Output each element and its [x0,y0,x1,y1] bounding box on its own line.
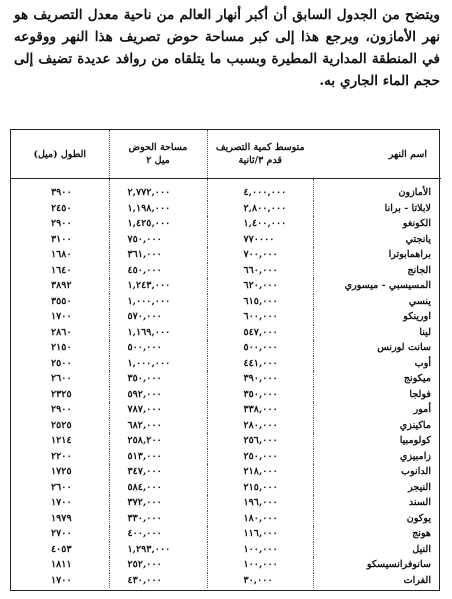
basin-area-cell: ٦٨٢,٠٠٠ [109,418,207,434]
table-row [11,294,441,310]
discharge-cell: ٣٩٠,٠٠٠ [207,371,313,387]
length-cell: ٢٣٢٥ [51,388,72,400]
basin-area-cell: ٧٨٧,٠٠٠ [109,402,207,418]
length-cell: ١٧٠٠ [51,311,72,322]
table-row [11,387,441,403]
discharge-cell: ١٠٠,٠٠٠ [207,557,313,573]
river-name-cell: هونج [313,526,441,542]
rivers-data-table [11,130,441,588]
basin-area-cell: ٣٣٠,٠٠٠ [109,511,207,527]
length-cell: ٣٨٩٢ [51,280,72,291]
header-length: الطول (ميل) [11,130,109,179]
discharge-cell: ٦٢٠,٠٠٠ [207,278,313,294]
river-name-cell: يانجتي [313,232,441,248]
table-row [11,526,441,542]
river-name-cell: كولومبيا [313,433,441,449]
river-name-cell: اورينكو [313,309,441,325]
length-cell: ١٦٨٠ [51,249,72,260]
table-row [11,309,441,325]
river-name-cell: أمور [313,402,441,418]
length-cell: ١٧٢٥ [51,466,72,477]
length-cell: ١٨١١ [51,559,72,570]
basin-area-cell: ٣٤٧,٠٠٠ [109,464,207,480]
basin-area-cell: ٣٥٠,٠٠٠ [109,371,207,387]
basin-area-cell: ٥٧٠,٠٠٠ [109,309,207,325]
table-row [11,179,441,201]
table-row [11,216,441,232]
discharge-cell: ٢٥٠,٠٠٠ [207,449,313,465]
discharge-cell: ٦١٥,٠٠٠ [207,294,313,310]
basin-area-cell: ٣٧٢,٠٠٠ [109,495,207,511]
length-cell: ٤٠٥٣ [51,543,72,555]
basin-area-cell: ١,٠٠٠,٠٠٠ [109,294,207,310]
length-cell: ١٧٠٠ [51,574,72,586]
discharge-cell: ٢,٨٠٠,٠٠٠ [207,201,313,217]
header-discharge-title: متوسط كمية التصريف [215,142,305,153]
length-cell: ٢٩٠٠ [51,218,72,229]
basin-area-cell: ٢٥٢,٠٠٠ [109,557,207,573]
table-row [11,371,441,387]
table-row [11,511,441,527]
intro-paragraph: ويتضح من الجدول السابق أن أكبر أنهار العالم من ناحية معدل التصريف هو نهر الأمازون، ويرجع هذا إلى كبر مساحة حوض تصريف هذا النهر ووقوعه في المنطقة المدارية المطيرة وبسبب ما يتلقاه من روافد عديدة تضيف إلى حجم الماء الجاري به. [14,7,440,89]
table-row [11,542,441,558]
discharge-cell: ٧٠٠,٠٠٠ [207,247,313,263]
header-basin-area-title: مساحة الحوض [128,142,188,153]
table-body [11,179,441,589]
length-cell: ٢٤٥٠ [51,202,72,214]
river-name-cell: يوكون [313,511,441,527]
basin-area-cell: ١,١٩٨,٠٠٠ [109,201,207,217]
header-river-name: اسم النهر [313,130,441,179]
table-row [11,247,441,263]
length-cell: ٢٧٠٠ [51,528,72,539]
length-cell: ٣٥٥٠ [51,295,72,307]
table-row [11,402,441,418]
length-cell: ٢٦٠٠ [51,481,72,493]
header-discharge-unit: قدم ٣/ثانية [238,155,282,166]
river-name-cell: الجانج [313,263,441,279]
river-name-cell: أوب [313,356,441,372]
table-row [11,495,441,511]
length-cell: ١٩٧٩ [51,512,72,524]
river-name-cell: الفرات [313,573,441,589]
rivers-table [10,129,440,591]
table-row [11,263,441,279]
length-cell: ٢٥٢٥ [51,419,72,431]
discharge-cell: ١١٦,٠٠٠ [207,526,313,542]
river-name-cell: السند [313,495,441,511]
table-row [11,464,441,480]
header-discharge [207,130,313,179]
basin-area-cell: ٥٩٢,٠٠٠ [109,387,207,403]
basin-area-cell: ٤٠٠,٠٠٠ [109,526,207,542]
basin-area-cell: ٥١٣,٠٠٠ [109,449,207,465]
length-cell: ٣٩٠٠ [51,187,72,198]
discharge-cell: ٢٥٦,٠٠٠ [207,433,313,449]
discharge-cell: ٤,٠٠٠,٠٠٠ [207,179,313,201]
table-row [11,449,441,465]
basin-area-cell: ١,٢٤٣,٠٠٠ [109,278,207,294]
table-row [11,433,441,449]
header-basin-area-unit: ميل ٢ [146,155,170,166]
river-name-cell: الكونغو [313,216,441,232]
table-row [11,201,441,217]
basin-area-cell: ١,٢٩٣,٠٠٠ [109,542,207,558]
discharge-cell: ٢١٨,٠٠٠ [207,464,313,480]
table-row [11,480,441,496]
length-cell: ٢٦٠٠ [51,373,72,384]
discharge-cell: ٧٧٠٠٠٠ [207,232,313,248]
basin-area-cell: ٧٥٠,٠٠٠ [109,232,207,248]
river-name-cell: لابلاتا - برانا [313,201,441,217]
header-basin-area [109,130,207,179]
discharge-cell: ١٠٠,٠٠٠ [207,542,313,558]
river-name-cell: النيل [313,542,441,558]
table-row [11,325,441,341]
basin-area-cell: ٤٥٠,٠٠٠ [109,263,207,279]
table-row [11,356,441,372]
basin-area-cell: ٥٨٤,٠٠٠ [109,480,207,496]
length-cell: ٢٨٦٠ [51,326,72,338]
river-name-cell: فولجا [313,387,441,403]
discharge-cell: ١٨٠,٠٠٠ [207,511,313,527]
discharge-cell: ١٩٦,٠٠٠ [207,495,313,511]
discharge-cell: ٢١٥,٠٠٠ [207,480,313,496]
discharge-cell: ٦٦٠,٠٠٠ [207,263,313,279]
river-name-cell: زامبيزي [313,449,441,465]
length-cell: ٣١٠٠ [51,233,72,245]
discharge-cell: ٣٣٨,٠٠٠ [207,402,313,418]
length-cell: ٢١٥٠ [51,342,72,353]
river-name-cell: لينا [313,325,441,341]
length-cell: ١٢١٤ [51,435,72,446]
river-name-cell: النيجر [313,480,441,496]
discharge-cell: ٦٠٠,٠٠٠ [207,309,313,325]
table-row [11,340,441,356]
river-name-cell: براهمابوترا [313,247,441,263]
basin-area-cell: ٥٠٠,٠٠٠ [109,340,207,356]
basin-area-cell: ١,٠٠٠,٠٠٠ [109,356,207,372]
length-cell: ١٦٤٠ [51,264,72,276]
river-name-cell: سانت لورنس [313,340,441,356]
discharge-cell: ١,٤٠٠,٠٠٠ [207,216,313,232]
basin-area-cell: ٢٥٨,٢٠٠ [109,433,207,449]
river-name-cell: المسيسبي - ميسوري [313,278,441,294]
discharge-cell: ٥٠٠,٠٠٠ [207,340,313,356]
length-cell: ٢٥٠٠ [51,357,72,369]
discharge-cell: ٣٠,٠٠٠ [207,573,313,589]
basin-area-cell: ٢,٧٧٢,٠٠٠ [109,179,207,201]
table-row [11,278,441,294]
basin-area-cell: ٤٣٠,٠٠٠ [109,573,207,589]
river-name-cell: ماكينزي [313,418,441,434]
river-name-cell: ينسي [313,294,441,310]
river-name-cell: سانوفرانسيسكو [313,557,441,573]
table-row [11,573,441,589]
basin-area-cell: ١,١٦٩,٠٠٠ [109,325,207,341]
discharge-cell: ٤٤١,٠٠٠ [207,356,313,372]
table-row [11,557,441,573]
river-name-cell: الأمازون [313,179,441,201]
table-row [11,418,441,434]
length-cell: ٢٩٠٠ [51,404,72,415]
basin-area-cell: ٣٦١,٠٠٠ [109,247,207,263]
table-header [11,130,441,179]
discharge-cell: ٢٨٠,٠٠٠ [207,418,313,434]
discharge-cell: ٥٤٧,٠٠٠ [207,325,313,341]
length-cell: ٢٢٠٠ [51,450,72,462]
length-cell: ١٧٠٠ [51,497,72,508]
table-row [11,232,441,248]
basin-area-cell: ١,٤٢٥,٠٠٠ [109,216,207,232]
river-name-cell: الدانوب [313,464,441,480]
river-name-cell: ميكونج [313,371,441,387]
discharge-cell: ٣٥٠,٠٠٠ [207,387,313,403]
